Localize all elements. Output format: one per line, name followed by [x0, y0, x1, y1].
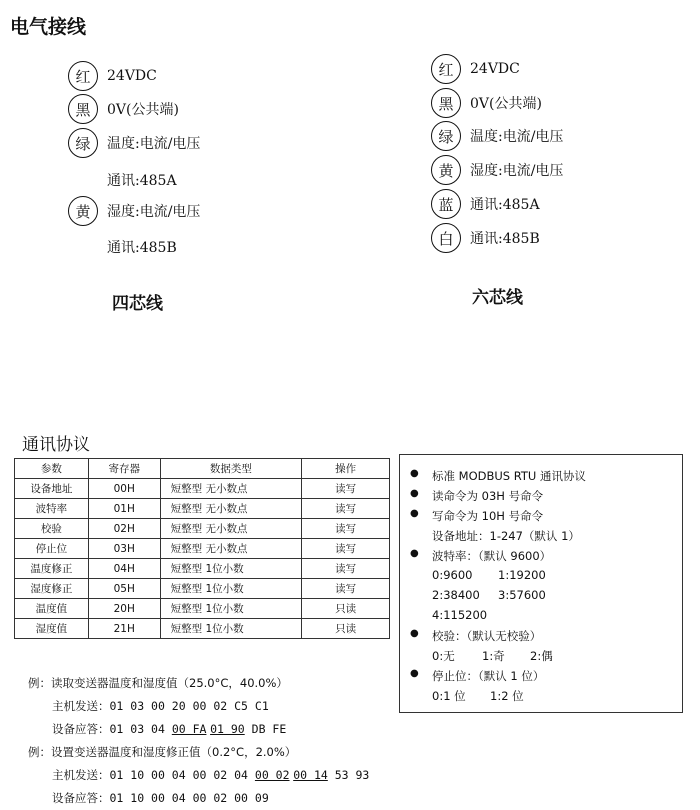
table-cell: 20H [88, 599, 160, 619]
table-cell: 湿度值 [15, 619, 89, 639]
table-cell: 只读 [302, 599, 390, 619]
wire-row [431, 87, 542, 119]
note-option: 1:19200 [498, 568, 546, 582]
wire-row [431, 188, 540, 220]
wire-row [68, 93, 179, 125]
example-title: 例：读取变送器温度和湿度值（25.0°C，40.0%） [28, 676, 288, 690]
hex-frame: 01 03 00 20 00 02 C5 C1 [109, 699, 269, 713]
table-cell: 校验 [15, 519, 89, 539]
note-option: 1:2 位 [490, 689, 524, 703]
table-cell: 只读 [302, 619, 390, 639]
table-cell: 短整型 无小数点 [160, 479, 302, 499]
wire-color-badge: 黑 [431, 88, 461, 118]
note-option: 3:57600 [498, 588, 546, 602]
wire-function: 湿度:电流/电压 [107, 204, 201, 220]
table-cell: 短整型 1位小数 [160, 619, 302, 639]
section-title-protocol: 通讯协议 [22, 435, 90, 455]
example-send [52, 767, 369, 783]
note-line: 写命令为 10H 号命令 [432, 509, 544, 523]
note-line: 波特率：（默认 9600） [432, 549, 552, 563]
table-row [15, 479, 390, 499]
wire-function: 24VDC [107, 68, 157, 84]
table-row [15, 579, 390, 599]
example-response [52, 790, 269, 806]
table-cell: 读写 [302, 579, 390, 599]
table-cell: 读写 [302, 519, 390, 539]
wire-color-badge: 红 [68, 61, 98, 91]
wire-row [431, 120, 563, 152]
note-option: 2:偶 [530, 649, 553, 663]
hex-frame: 01 03 04 [109, 722, 172, 736]
note-option: 4:115200 [432, 608, 488, 622]
note-option: 2:38400 [432, 588, 480, 602]
table-cell: 短整型 1位小数 [160, 579, 302, 599]
bullet-icon: ● [410, 488, 419, 499]
wire-color-badge: 黑 [68, 94, 98, 124]
wire-color-badge: 黄 [68, 196, 98, 226]
table-row [15, 619, 390, 639]
table-cell: 03H [88, 539, 160, 559]
table-cell: 21H [88, 619, 160, 639]
column-header: 操作 [302, 459, 390, 479]
send-label: 主机发送： [52, 768, 110, 782]
table-cell: 短整型 1位小数 [160, 559, 302, 579]
column-header: 数据类型 [160, 459, 302, 479]
wire-row [431, 222, 540, 254]
wire-function: 0V(公共端) [107, 102, 179, 118]
note-option: 0:1 位 [432, 689, 466, 703]
table-cell: 短整型 1位小数 [160, 599, 302, 619]
wire-color-badge: 绿 [68, 128, 98, 158]
note-line: 标准 MODBUS RTU 通讯协议 [432, 469, 586, 483]
table-cell: 01H [88, 499, 160, 519]
hex-temperature: 00 FA [171, 722, 207, 736]
table-cell: 短整型 无小数点 [160, 539, 302, 559]
wire-row [68, 60, 157, 92]
table-row [15, 539, 390, 559]
register-table [14, 458, 390, 639]
example-response [52, 721, 286, 737]
table-row [15, 499, 390, 519]
wire-row [431, 53, 520, 85]
table-cell: 设备地址 [15, 479, 89, 499]
wire-color-badge: 蓝 [431, 189, 461, 219]
wire-function: 通讯:485A [107, 173, 177, 189]
cable-name: 四芯线 [112, 294, 163, 314]
note-line: 停止位：（默认 1 位） [432, 669, 545, 683]
note-line: 读命令为 03H 号命令 [432, 489, 544, 503]
wire-function: 温度:电流/电压 [470, 129, 564, 145]
send-label: 主机发送： [52, 699, 110, 713]
column-header: 寄存器 [88, 459, 160, 479]
table-cell: 04H [88, 559, 160, 579]
wire-function: 24VDC [470, 61, 520, 77]
hex-humidity: 01 90 [210, 722, 245, 736]
table-cell: 温度值 [15, 599, 89, 619]
bullet-icon: ● [410, 668, 419, 679]
cable-name: 六芯线 [472, 288, 523, 308]
example-title: 例：设置变送器温度和湿度修正值（0.2°C，2.0%） [28, 745, 297, 759]
table-cell: 读写 [302, 479, 390, 499]
table-cell: 温度修正 [15, 559, 89, 579]
hex-crc: 53 93 [327, 768, 370, 782]
wire-row [68, 127, 200, 159]
wire-color-badge: 绿 [431, 121, 461, 151]
hex-crc: DB FE [244, 722, 287, 736]
wire-row [68, 195, 200, 227]
section-title-wiring: 电气接线 [10, 16, 87, 38]
example-send [52, 698, 269, 714]
protocol-notes-box [399, 454, 683, 713]
bullet-icon: ● [410, 508, 419, 519]
wire-function: 湿度:电流/电压 [470, 163, 564, 179]
table-row [15, 559, 390, 579]
wire-function: 通讯:485B [107, 240, 177, 256]
table-cell: 波特率 [15, 499, 89, 519]
bullet-icon: ● [410, 548, 419, 559]
wire-function: 温度:电流/电压 [107, 136, 201, 152]
table-cell: 停止位 [15, 539, 89, 559]
hex-temperature-offset: 00 02 [254, 768, 290, 782]
wire-function: 0V(公共端) [470, 96, 542, 112]
table-cell: 05H [88, 579, 160, 599]
note-line: 校验：（默认无校验） [432, 629, 542, 643]
table-row [15, 519, 390, 539]
bullet-icon: ● [410, 468, 419, 479]
table-header-row [15, 459, 390, 479]
wire-row [431, 154, 563, 186]
table-row [15, 599, 390, 619]
wire-function: 通讯:485B [470, 231, 540, 247]
wire-color-badge: 白 [431, 223, 461, 253]
table-cell: 短整型 无小数点 [160, 519, 302, 539]
wire-color-badge: 黄 [431, 155, 461, 185]
wire-function: 通讯:485A [470, 197, 540, 213]
note-option: 0:无 [432, 649, 455, 663]
note-option: 0:9600 [432, 568, 473, 582]
note-option: 1:奇 [482, 649, 505, 663]
hex-humidity-offset: 00 14 [293, 768, 328, 782]
note-line: 设备地址：1-247（默认 1） [432, 529, 580, 543]
bullet-icon: ● [410, 628, 419, 639]
wire-color-badge: 红 [431, 54, 461, 84]
hex-frame: 01 10 00 04 00 02 00 09 [109, 791, 269, 805]
table-cell: 读写 [302, 539, 390, 559]
table-cell: 读写 [302, 559, 390, 579]
table-cell: 读写 [302, 499, 390, 519]
table-cell: 湿度修正 [15, 579, 89, 599]
table-cell: 02H [88, 519, 160, 539]
response-label: 设备应答： [52, 791, 110, 805]
table-cell: 短整型 无小数点 [160, 499, 302, 519]
hex-frame: 01 10 00 04 00 02 04 [109, 768, 255, 782]
table-cell: 00H [88, 479, 160, 499]
column-header: 参数 [15, 459, 89, 479]
response-label: 设备应答： [52, 722, 110, 736]
